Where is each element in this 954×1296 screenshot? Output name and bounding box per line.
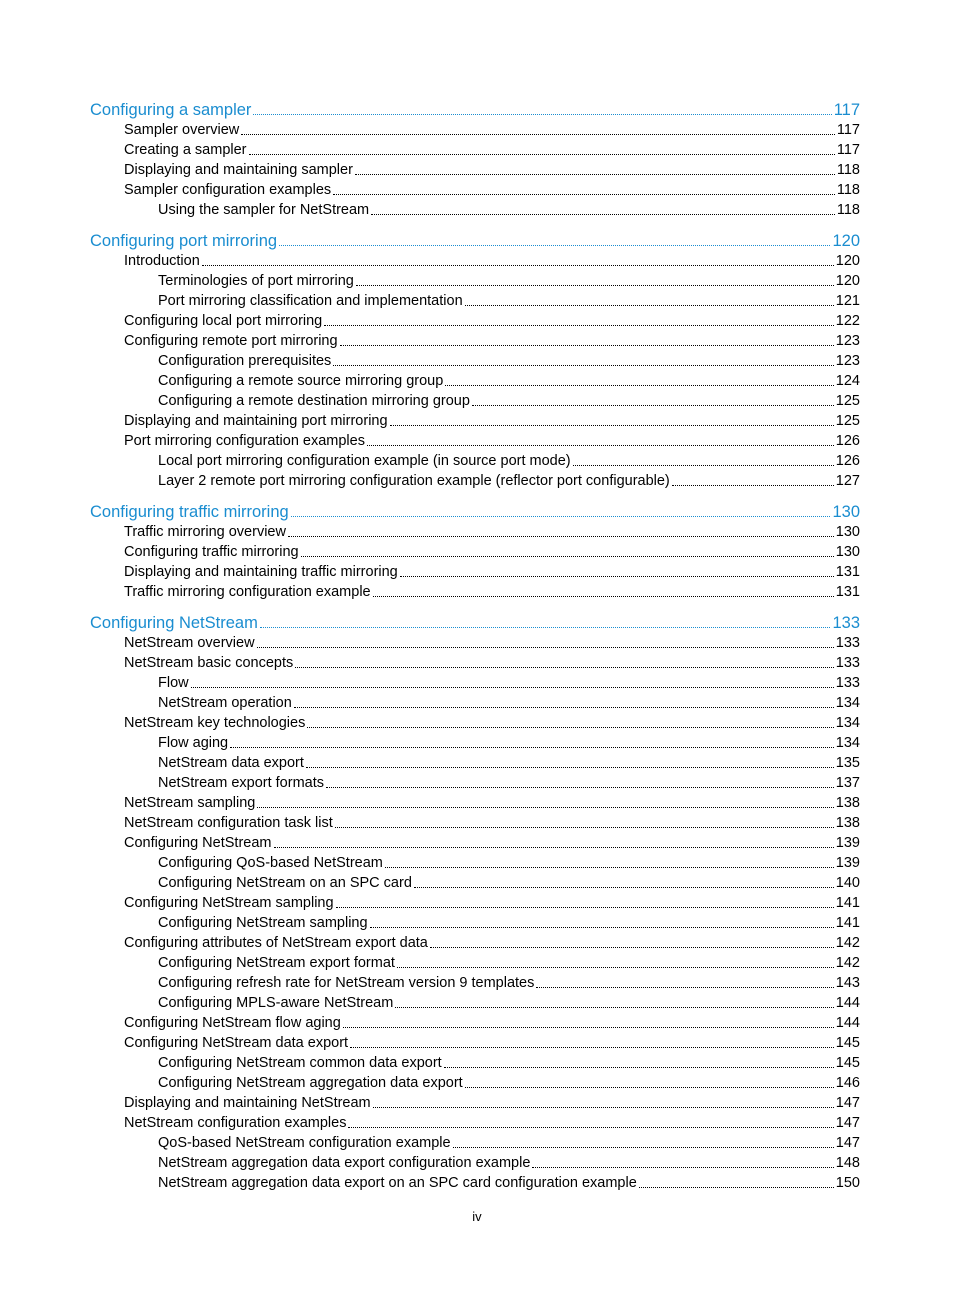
- toc-dot-leader: [395, 1007, 833, 1008]
- toc-dot-leader: [241, 134, 835, 135]
- toc-section-link[interactable]: [90, 833, 860, 853]
- toc-entry-title: Configuring a remote destination mirroring group: [158, 393, 470, 409]
- toc-entry-title: Configuring NetStream sampling: [158, 915, 368, 931]
- toc-entry-title: Configuration prerequisites: [158, 353, 332, 369]
- toc-dot-leader: [356, 285, 834, 286]
- toc-entry-title: Configuring local port mirroring: [124, 313, 323, 329]
- toc-section-link[interactable]: [90, 1093, 860, 1113]
- toc-entry-page-number: 127: [835, 473, 860, 489]
- toc-entry-title: Sampler configuration examples: [124, 182, 332, 198]
- toc-entry-page-number: 134: [835, 735, 860, 751]
- toc-section-link[interactable]: [90, 562, 860, 582]
- toc-entry-page-number: 142: [835, 955, 860, 971]
- toc-dot-leader: [336, 907, 834, 908]
- toc-entry-page-number: 150: [835, 1175, 860, 1191]
- toc-entry-page-number: 118: [836, 202, 860, 218]
- toc-subsection-link[interactable]: [90, 291, 860, 311]
- toc-entry-title: Configuring QoS-based NetStream: [158, 855, 383, 871]
- toc-dot-leader: [445, 385, 833, 386]
- toc-entry-page-number: 121: [835, 293, 860, 309]
- toc-entry-page-number: 147: [835, 1115, 860, 1131]
- toc-entry-page-number: 134: [835, 695, 860, 711]
- toc-subsection-link[interactable]: [90, 693, 860, 713]
- toc-dot-leader: [253, 114, 831, 115]
- toc-entry-title: Configuring NetStream common data export: [158, 1055, 442, 1071]
- toc-section-link[interactable]: [90, 1013, 860, 1033]
- toc-dot-leader: [274, 847, 834, 848]
- toc-entry-page-number: 130: [832, 503, 860, 521]
- toc-entry-title: Configuring NetStream: [90, 614, 258, 632]
- toc-section-link[interactable]: [90, 893, 860, 913]
- toc-dot-leader: [400, 576, 834, 577]
- toc-entry-page-number: 130: [835, 544, 860, 560]
- toc-entry-title: Configuring traffic mirroring: [90, 503, 289, 521]
- toc-entry-page-number: 144: [835, 995, 860, 1011]
- toc-entry-title: Introduction: [124, 253, 200, 269]
- toc-entry-title: Port mirroring classification and implementation: [158, 293, 463, 309]
- toc-dot-leader: [444, 1067, 834, 1068]
- toc-entry-page-number: 124: [835, 373, 860, 389]
- toc-entry-title: Configuring NetStream export format: [158, 955, 395, 971]
- toc-section-link[interactable]: [90, 633, 860, 653]
- toc-entry-title: Flow aging: [158, 735, 229, 751]
- toc-subsection-link[interactable]: [90, 471, 860, 491]
- toc-chapter-link[interactable]: [90, 231, 860, 251]
- toc-entry-page-number: 137: [835, 775, 860, 791]
- toc-subsection-link[interactable]: [90, 673, 860, 693]
- toc-section-link[interactable]: [90, 653, 860, 673]
- toc-subsection-link[interactable]: [90, 1073, 860, 1093]
- toc-section-link[interactable]: [90, 1113, 860, 1133]
- toc-entry-title: NetStream data export: [158, 755, 304, 771]
- toc-dot-leader: [230, 747, 834, 748]
- toc-entry-title: Configuring NetStream flow aging: [124, 1015, 341, 1031]
- toc-chapter-link[interactable]: [90, 100, 860, 120]
- toc-entry-page-number: 118: [836, 162, 860, 178]
- toc-section-link[interactable]: [90, 713, 860, 733]
- toc-subsection-link[interactable]: [90, 973, 860, 993]
- toc-dot-leader: [279, 245, 830, 246]
- toc-subsection-link[interactable]: [90, 993, 860, 1013]
- toc-entry-page-number: 125: [835, 413, 860, 429]
- toc-entry-page-number: 120: [835, 273, 860, 289]
- toc-entry-title: Local port mirroring configuration example (in source port mode): [158, 453, 571, 469]
- toc-subsection-link[interactable]: [90, 733, 860, 753]
- toc-dot-leader: [639, 1187, 834, 1188]
- toc-dot-leader: [249, 154, 835, 155]
- toc-entry-title: QoS-based NetStream configuration example: [158, 1135, 451, 1151]
- toc-entry-page-number: 131: [835, 584, 860, 600]
- toc-entry-title: NetStream configuration task list: [124, 815, 333, 831]
- toc-section-link[interactable]: [90, 331, 860, 351]
- toc-entry-title: Layer 2 remote port mirroring configuration example (reflector port configurable): [158, 473, 670, 489]
- toc-section-link[interactable]: [90, 311, 860, 331]
- toc-dot-leader: [536, 987, 833, 988]
- toc-entry-page-number: 131: [835, 564, 860, 580]
- toc-entry-title: Creating a sampler: [124, 142, 247, 158]
- toc-entry-page-number: 122: [835, 313, 860, 329]
- toc-entry-title: NetStream export formats: [158, 775, 324, 791]
- toc-subsection-link[interactable]: [90, 1153, 860, 1173]
- toc-dot-leader: [260, 627, 831, 628]
- toc-entry-page-number: 143: [835, 975, 860, 991]
- toc-entry-page-number: 120: [832, 232, 860, 250]
- toc-section-link[interactable]: [90, 542, 860, 562]
- toc-section-link[interactable]: [90, 813, 860, 833]
- toc-entry-title: Configuring port mirroring: [90, 232, 278, 250]
- toc-entry-title: Configuring NetStream data export: [124, 1035, 349, 1051]
- toc-subsection-link[interactable]: [90, 913, 860, 933]
- toc-dot-leader: [335, 827, 834, 828]
- toc-dot-leader: [465, 1087, 834, 1088]
- toc-entry-page-number: 139: [835, 855, 860, 871]
- toc-entry-title: Displaying and maintaining sampler: [124, 162, 353, 178]
- toc-subsection-link[interactable]: [90, 200, 860, 220]
- toc-subsection-link[interactable]: [90, 371, 860, 391]
- toc-dot-leader: [373, 596, 834, 597]
- toc-subsection-link[interactable]: [90, 1133, 860, 1153]
- toc-dot-leader: [573, 465, 834, 466]
- toc-dot-leader: [348, 1127, 833, 1128]
- toc-section-link[interactable]: [90, 180, 860, 200]
- toc-entry-title: Terminologies of port mirroring: [158, 273, 354, 289]
- toc-entry-page-number: 147: [835, 1095, 860, 1111]
- toc-dot-leader: [202, 265, 834, 266]
- toc-subsection-link[interactable]: [90, 953, 860, 973]
- toc-entry-title: Flow: [158, 675, 189, 691]
- page-number: iv: [472, 1209, 482, 1224]
- toc-entry-title: NetStream operation: [158, 695, 292, 711]
- toc-dot-leader: [385, 867, 834, 868]
- toc-entry-page-number: 139: [835, 835, 860, 851]
- toc-entry-page-number: 133: [835, 675, 860, 691]
- toc-entry-page-number: 148: [835, 1155, 860, 1171]
- toc-dot-leader: [414, 887, 834, 888]
- toc-entry-title: NetStream overview: [124, 635, 255, 651]
- toc-entry-page-number: 126: [835, 453, 860, 469]
- toc-dot-leader: [465, 305, 834, 306]
- toc-entry-title: NetStream sampling: [124, 795, 256, 811]
- toc-dot-leader: [390, 425, 834, 426]
- toc-entry-page-number: 144: [835, 1015, 860, 1031]
- toc-dot-leader: [257, 807, 833, 808]
- toc-subsection-link[interactable]: [90, 853, 860, 873]
- toc-dot-leader: [373, 1107, 834, 1108]
- toc-dot-leader: [307, 727, 833, 728]
- toc-section-link[interactable]: [90, 431, 860, 451]
- toc-dot-leader: [370, 927, 834, 928]
- toc-dot-leader: [343, 1027, 834, 1028]
- toc-entry-page-number: 147: [835, 1135, 860, 1151]
- toc-entry-page-number: 123: [835, 333, 860, 349]
- toc-section-link[interactable]: [90, 411, 860, 431]
- toc-subsection-link[interactable]: [90, 873, 860, 893]
- toc-dot-leader: [295, 667, 834, 668]
- toc-entry-title: Sampler overview: [124, 122, 240, 138]
- toc-entry-title: Displaying and maintaining NetStream: [124, 1095, 371, 1111]
- toc-entry-page-number: 117: [833, 101, 860, 119]
- toc-dot-leader: [430, 947, 834, 948]
- toc-entry-title: Using the sampler for NetStream: [158, 202, 370, 218]
- toc-entry-page-number: 125: [835, 393, 860, 409]
- toc-section-link[interactable]: [90, 522, 860, 542]
- toc-entry-title: Configuring traffic mirroring: [124, 544, 299, 560]
- toc-entry-page-number: 130: [835, 524, 860, 540]
- toc-dot-leader: [532, 1167, 833, 1168]
- toc-entry-page-number: 141: [835, 895, 860, 911]
- toc-entry-page-number: 142: [835, 935, 860, 951]
- toc-entry-page-number: 123: [835, 353, 860, 369]
- toc-dot-leader: [371, 214, 835, 215]
- toc-entry-page-number: 117: [836, 142, 860, 158]
- toc-subsection-link[interactable]: [90, 1173, 860, 1193]
- toc-entry-title: Configuring NetStream sampling: [124, 895, 334, 911]
- toc-entry-page-number: 145: [835, 1055, 860, 1071]
- toc-entry-title: Configuring NetStream aggregation data export: [158, 1075, 463, 1091]
- toc-entry-title: Configuring refresh rate for NetStream version 9 templates: [158, 975, 535, 991]
- toc-subsection-link[interactable]: [90, 773, 860, 793]
- toc-entry-page-number: 133: [832, 614, 860, 632]
- toc-dot-leader: [453, 1147, 834, 1148]
- toc-section-link[interactable]: [90, 1033, 860, 1053]
- toc-entry-page-number: 133: [835, 635, 860, 651]
- toc-dot-leader: [294, 707, 834, 708]
- toc-dot-leader: [333, 194, 835, 195]
- toc-entry-page-number: 138: [835, 815, 860, 831]
- toc-entry-page-number: 133: [835, 655, 860, 671]
- toc-dot-leader: [333, 365, 834, 366]
- toc-entry-title: Configuring NetStream: [124, 835, 272, 851]
- toc-chapter-link[interactable]: [90, 502, 860, 522]
- toc-entry-page-number: 146: [835, 1075, 860, 1091]
- toc-entry-title: Configuring attributes of NetStream export data: [124, 935, 428, 951]
- toc-section-link[interactable]: [90, 251, 860, 271]
- toc-dot-leader: [324, 325, 834, 326]
- toc-entry-page-number: 140: [835, 875, 860, 891]
- toc-entry-title: NetStream aggregation data export configuration example: [158, 1155, 531, 1171]
- toc-entry-title: Displaying and maintaining traffic mirroring: [124, 564, 398, 580]
- toc-entry-page-number: 126: [835, 433, 860, 449]
- toc-section-link[interactable]: [90, 140, 860, 160]
- toc-entry-title: NetStream configuration examples: [124, 1115, 347, 1131]
- toc-dot-leader: [257, 647, 834, 648]
- toc-dot-leader: [306, 767, 834, 768]
- toc-entry-title: Configuring a remote source mirroring group: [158, 373, 444, 389]
- toc-subsection-link[interactable]: [90, 391, 860, 411]
- toc-section-link[interactable]: [90, 120, 860, 140]
- toc-dot-leader: [291, 516, 831, 517]
- toc-entry-page-number: 141: [835, 915, 860, 931]
- toc-entry-page-number: 135: [835, 755, 860, 771]
- toc-entry-page-number: 118: [836, 182, 860, 198]
- toc-entry-title: NetStream key technologies: [124, 715, 306, 731]
- toc-dot-leader: [355, 174, 835, 175]
- toc-dot-leader: [397, 967, 834, 968]
- toc-dot-leader: [326, 787, 834, 788]
- toc-subsection-link[interactable]: [90, 351, 860, 371]
- toc-entry-page-number: 134: [835, 715, 860, 731]
- toc-entry-title: Port mirroring configuration examples: [124, 433, 365, 449]
- toc-subsection-link[interactable]: [90, 271, 860, 291]
- toc-dot-leader: [288, 536, 834, 537]
- toc-entry-title: Traffic mirroring configuration example: [124, 584, 371, 600]
- toc-subsection-link[interactable]: [90, 1053, 860, 1073]
- toc-dot-leader: [367, 445, 834, 446]
- toc-subsection-link[interactable]: [90, 451, 860, 471]
- toc-section-link[interactable]: [90, 933, 860, 953]
- toc-entry-page-number: 117: [836, 122, 860, 138]
- toc-dot-leader: [301, 556, 834, 557]
- toc-entry-title: Traffic mirroring overview: [124, 524, 286, 540]
- toc-dot-leader: [672, 485, 834, 486]
- toc-entry-title: NetStream basic concepts: [124, 655, 294, 671]
- toc-entry-title: Displaying and maintaining port mirroring: [124, 413, 388, 429]
- toc-entry-title: Configuring a sampler: [90, 101, 252, 119]
- toc-subsection-link[interactable]: [90, 753, 860, 773]
- toc-entry-title: NetStream aggregation data export on an SPC card configuration example: [158, 1175, 637, 1191]
- toc-entry-page-number: 145: [835, 1035, 860, 1051]
- toc-entry-page-number: 138: [835, 795, 860, 811]
- toc-section-link[interactable]: [90, 793, 860, 813]
- toc-dot-leader: [350, 1047, 834, 1048]
- toc-entry-title: Configuring NetStream on an SPC card: [158, 875, 412, 891]
- toc-dot-leader: [340, 345, 834, 346]
- toc-entry-title: Configuring MPLS-aware NetStream: [158, 995, 394, 1011]
- toc-chapter-link[interactable]: [90, 613, 860, 633]
- table-of-contents: [90, 100, 860, 1193]
- toc-dot-leader: [472, 405, 834, 406]
- toc-entry-page-number: 120: [835, 253, 860, 269]
- toc-dot-leader: [191, 687, 834, 688]
- toc-section-link[interactable]: [90, 582, 860, 602]
- toc-section-link[interactable]: [90, 160, 860, 180]
- toc-entry-title: Configuring remote port mirroring: [124, 333, 338, 349]
